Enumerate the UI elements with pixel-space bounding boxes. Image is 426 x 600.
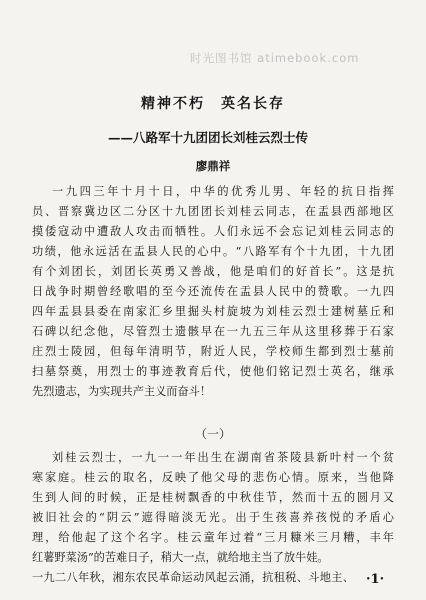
text-line: 石碑以纪念他，尽管烈士遗骸早在一九五三年从这里移葬于石家: [32, 325, 394, 338]
text-line: 功绩，他永远活在盂县人民的心中。“八路军有个十九团，十九团: [32, 245, 394, 258]
text-line: 一九二八年秋，湘东农民革命运动风起云涌，抗租税、斗地主、: [32, 571, 354, 584]
text-line: 生到人间的时候，正是桂树飘香的中秋佳节，然而十五的圆月又: [32, 491, 394, 504]
text-line: 被旧社会的“阴云”遮得暗淡无光。出于生孩喜养孩悦的矛盾心: [32, 511, 394, 524]
text-line: 扫墓祭奠，用烈士的事迹教育后代，使他们铭记烈士英名，继承: [32, 365, 394, 378]
text-line: 摸倭寇动中遭敌人攻击而牺牲。人们永远不会忘记刘桂云同志的: [32, 225, 394, 238]
watermark: 时光图书馆 atimebook.com: [190, 51, 360, 65]
text-line: 员、晋察冀边区二分区十九团团长刘桂云同志，在盂县西部地区: [32, 205, 394, 218]
author-name: 廖鼎祥: [195, 159, 231, 173]
text-line: 日战争时期曾经歌唱的至今还流传在盂县人民中的赞歌。一九四: [32, 285, 394, 298]
text-line: 理，给他起了这个名字。桂云童年过着“三月糠米三月糟，丰年: [32, 531, 394, 544]
text-line: 刘桂云烈士，一九一一年出生在湖南省茶陵县新叶村一个贫: [52, 451, 394, 464]
text-line: 四年盂县县委在南家汇乡里掘头村旋坡为刘桂云烈士建树墓丘和: [32, 305, 394, 318]
page-number: ·1·: [366, 572, 385, 587]
text-line: 庄烈士陵园，但每年清明节，附近人民，学校师生都到烈士墓前: [32, 345, 394, 358]
text-line: 有个刘团长，刘团长英勇又善战，他是咱们的好首长”。这是抗: [32, 265, 394, 278]
article-title: 精神不朽 英名长存: [141, 96, 285, 112]
text-line: 一九四三年十月十日，中华的优秀儿男、年轻的抗日指挥: [52, 185, 394, 198]
text-line: 红薯野菜汤”的苦难日子，稍大一点，就给地主当了放牛娃。: [32, 551, 329, 564]
text-line: 寒家庭。桂云的取名，反映了他父母的悲伤心情。原来，当他降: [32, 471, 394, 484]
article-subtitle: ——八路军十九团团长刘桂云烈士传: [108, 130, 309, 145]
text-line: 先烈遗志，为实现共产主义而奋斗！: [32, 385, 212, 398]
section-heading: （一）: [194, 427, 231, 441]
